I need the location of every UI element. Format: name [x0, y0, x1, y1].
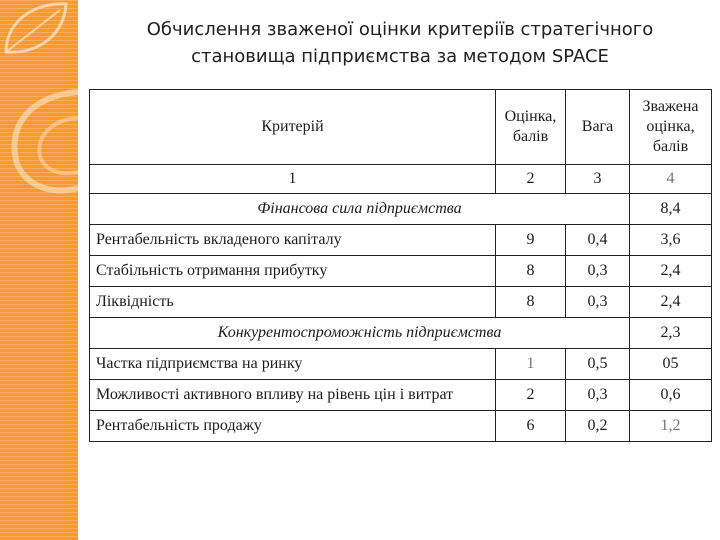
weighted-cell: 2,4 [630, 287, 712, 318]
weight-cell: 0,3 [566, 380, 630, 411]
weighted-cell: 05 [630, 349, 712, 380]
criterion-label: Рентабельність продажу [90, 411, 496, 442]
weighted-cell: 3,6 [630, 225, 712, 256]
group-total: 2,3 [630, 318, 712, 349]
column-number-row [90, 165, 712, 194]
group-total: 8,4 [630, 194, 712, 225]
weighted-cell: 2,4 [630, 256, 712, 287]
score-cell: 8 [496, 287, 566, 318]
weight-cell: 0,2 [566, 411, 630, 442]
table-row [90, 256, 712, 287]
table-row [90, 349, 712, 380]
leaf-swirl-decoration [0, 0, 78, 540]
group-name: Фінансова сила підприємства [90, 194, 630, 225]
table-row [90, 380, 712, 411]
weight-cell: 0,3 [566, 287, 630, 318]
header-score: Оцінка, балів [496, 90, 566, 165]
slide-title [90, 16, 710, 70]
column-number: 1 [90, 165, 496, 194]
space-evaluation-table [89, 89, 712, 442]
decorative-sidebar [0, 0, 78, 540]
weight-cell: 0,4 [566, 225, 630, 256]
header-weighted-score: Зважена оцінка, балів [630, 90, 712, 165]
criterion-label: Можливості активного впливу на рівень цін і витрат [90, 380, 496, 411]
header-criteria: Критерій [90, 90, 496, 165]
column-number: 4 [630, 165, 712, 194]
column-number: 2 [496, 165, 566, 194]
weight-cell: 0,3 [566, 256, 630, 287]
score-cell: 1 [496, 349, 566, 380]
score-cell: 9 [496, 225, 566, 256]
criterion-label: Частка підприємства на ринку [90, 349, 496, 380]
group-name: Конкурентоспроможність підприємства [90, 318, 630, 349]
table-row [90, 287, 712, 318]
slide-title-line-1: Обчислення зваженої оцінки критеріїв стратегічного [146, 19, 654, 40]
header-weight: Вага [566, 90, 630, 165]
score-cell: 8 [496, 256, 566, 287]
table-row [90, 225, 712, 256]
weighted-cell: 1,2 [630, 411, 712, 442]
criterion-label: Рентабельність вкладеного капіталу [90, 225, 496, 256]
score-cell: 2 [496, 380, 566, 411]
weight-cell: 0,5 [566, 349, 630, 380]
table-header-row [90, 90, 712, 165]
table-row [90, 411, 712, 442]
weighted-cell: 0,6 [630, 380, 712, 411]
criterion-label: Ліквідність [90, 287, 496, 318]
column-number: 3 [566, 165, 630, 194]
score-cell: 6 [496, 411, 566, 442]
slide-title-line-2: становища підприємства за методом SPACE [191, 46, 609, 67]
group-header-row [90, 194, 712, 225]
criterion-label: Стабільність отримання прибутку [90, 256, 496, 287]
group-header-row [90, 318, 712, 349]
